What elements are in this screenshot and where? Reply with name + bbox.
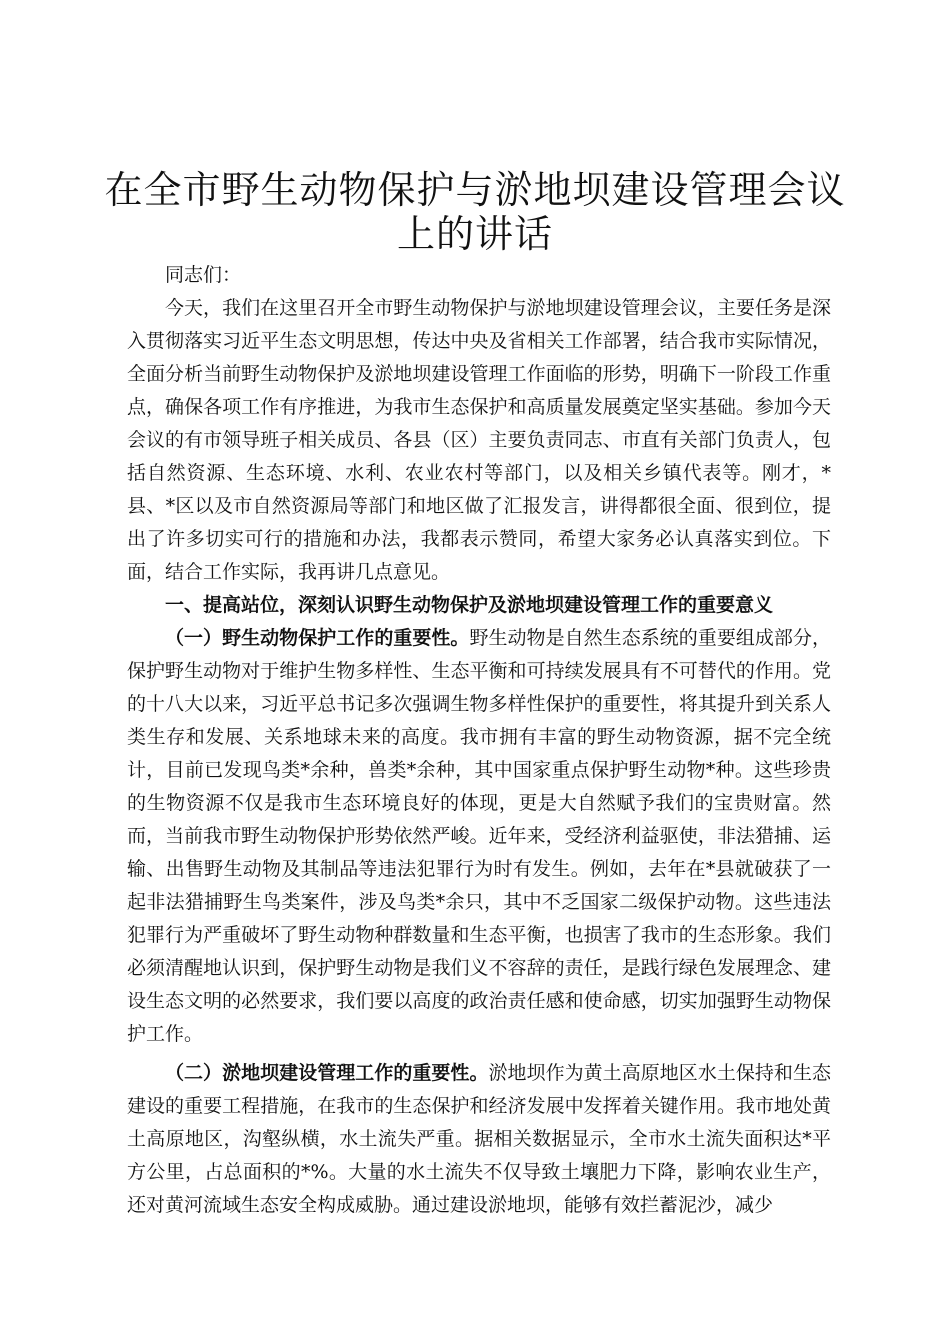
subsection-text-1: 野生动物是自然生态系统的重要组成部分，保护野生动物对于维护生物多样性、生态平衡和可持续发展具有不可替代的作用。党的十八大以来，习近平总书记多次强调生物多样性保护的重要性，将其提升到关系人类生存和发展、关系地球未来的高度。我市拥有丰富的野生动物资源，据不完全统计，目前已发现鸟类*余种，兽类*余种，其中国家重点保护野生动物*种。这些珍贵的生物资源不仅是我市生态环境良好的体现，更是大自然赋予我们的宝贵财富。然而，当前我市野生动物保护形势依然严峻。近年来，受经济利益驱使，非法猎捕、运输、出售野生动物及其制品等违法犯罪行为时有发生。例如，去年在*县就破获了一起非法猎捕野生鸟类案件，涉及鸟类*余只，其中不乏国家二级保护动物。这些违法犯罪行为严重破坏了野生动物种群数量和生态平衡，也损害了我市的生态形象。我们必须清醒地认识到，保护野生动物是我们义不容辞的责任，是践行绿色发展理念、建设生态文明的必然要求，我们要以高度的政治责任感和使命感，切实加强野生动物保护工作。 xyxy=(127,627,831,1045)
document-body xyxy=(127,259,831,1222)
document-title: 在全市野生动物保护与淤地坝建设管理会议上的讲话 xyxy=(104,168,846,256)
salutation: 同志们： xyxy=(165,264,242,286)
intro-paragraph: 今天，我们在这里召开全市野生动物保护与淤地坝建设管理会议，主要任务是深入贯彻落实习近平生态文明思想，传达中央及省相关工作部署，结合我市实际情况，全面分析当前野生动物保护及淤地坝建设管理工作面临的形势，明确下一阶段工作重点，确保各项工作有序推进，为我市生态保护和高质量发展奠定坚实基础。参加今天会议的有市领导班子相关成员、各县（区）主要负责同志、市直有关部门负责人，包括自然资源、生态环境、水利、农业农村等部门，以及相关乡镇代表等。刚才，*县、*区以及市自然资源局等部门和地区做了汇报发言，讲得都很全面、很到位，提出了许多切实可行的措施和办法，我都表示赞同，希望大家务必认真落实到位。下面，结合工作实际，我再讲几点意见。 xyxy=(127,297,831,583)
subsection-text-2: 淤地坝作为黄土高原地区水土保持和生态建设的重要工程措施，在我市的生态保护和经济发展中发挥着关键作用。我市地处黄土高原地区，沟壑纵横，水土流失严重。据相关数据显示，全市水土流失面积达*平方公里，占总面积的*%。大量的水土流失不仅导致土壤肥力下降，影响农业生产，还对黄河流域生态安全构成威胁。通过建设淤地坝，能够有效拦蓄泥沙，减少 xyxy=(127,1062,831,1216)
subsection-paragraph-2 xyxy=(127,1057,831,1222)
subsection-paragraph-1 xyxy=(127,622,831,1051)
section-heading-1: 一、提高站位，深刻认识野生动物保护及淤地坝建设管理工作的重要意义 xyxy=(165,594,774,616)
subsection-heading-2: （二）淤地坝建设管理工作的重要性。 xyxy=(165,1062,489,1084)
subsection-heading-1: （一）野生动物保护工作的重要性。 xyxy=(165,627,470,649)
